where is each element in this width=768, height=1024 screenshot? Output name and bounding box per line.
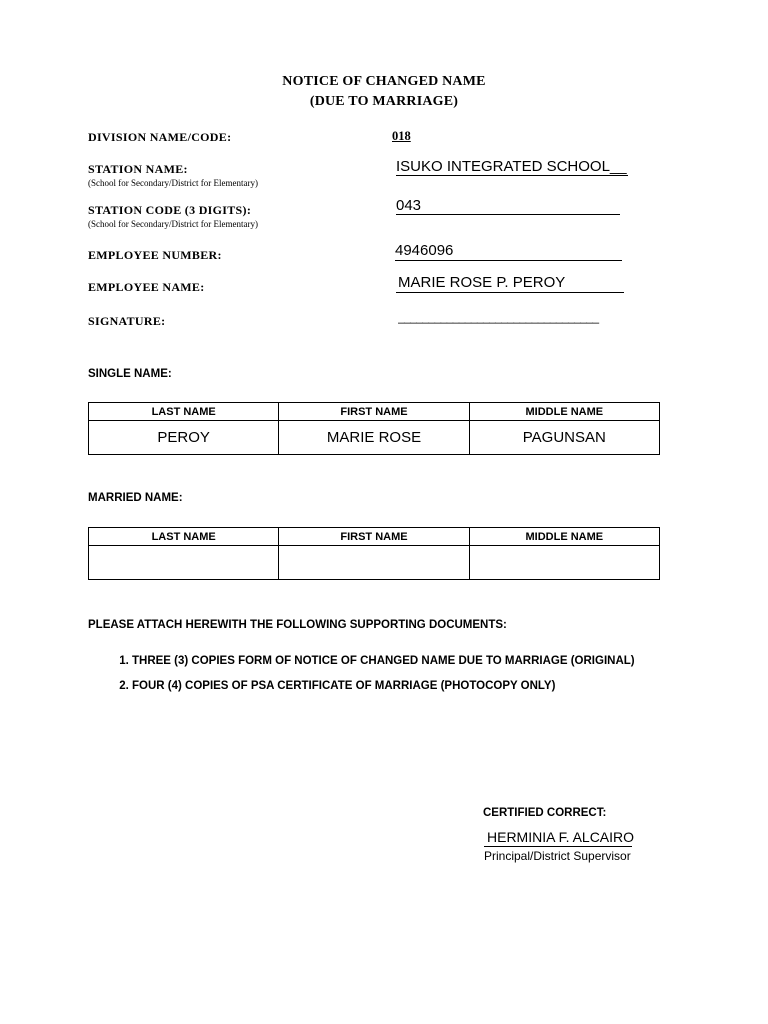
employee-number-label: EMPLOYEE NUMBER: <box>88 248 222 262</box>
employee-name-label: EMPLOYEE NAME: <box>88 280 205 294</box>
column-header-first-name: FIRST NAME <box>279 403 469 421</box>
certifier-position: Principal/District Supervisor <box>484 849 631 863</box>
married-name-table <box>88 527 660 580</box>
employee-number-underline <box>395 260 622 261</box>
column-header-middle-name: MIDDLE NAME <box>469 403 659 421</box>
column-header-last-name: LAST NAME <box>89 403 279 421</box>
single-name-table <box>88 402 660 455</box>
single-last-name-cell: PEROY <box>89 421 279 455</box>
form-subtitle: (DUE TO MARRIAGE) <box>309 94 459 109</box>
married-name-heading: MARRIED NAME: <box>88 492 183 504</box>
employee-name-underline <box>396 292 624 293</box>
station-name-label: STATION NAME: <box>88 162 188 176</box>
station-name-value: ISUKO INTEGRATED SCHOOL__ <box>396 158 627 175</box>
employee-number-value: 4946096 <box>395 242 454 259</box>
station-name-underline <box>396 175 628 176</box>
table-header-row <box>89 403 660 421</box>
station-code-value: 043 <box>396 197 422 214</box>
list-item: 2. FOUR (4) COPIES OF PSA CERTIFICATE OF MARRIAGE (PHOTOCOPY ONLY) <box>132 677 635 702</box>
documents-list <box>88 652 635 702</box>
form-title: NOTICE OF CHANGED NAME <box>282 74 486 89</box>
certifier-name: HERMINIA F. ALCAIRO <box>487 829 635 845</box>
station-code-label: STATION CODE (3 DIGITS): <box>88 203 252 217</box>
column-header-middle-name: MIDDLE NAME <box>469 528 659 546</box>
division-label: DIVISION NAME/CODE: <box>88 130 232 144</box>
column-header-last-name: LAST NAME <box>89 528 279 546</box>
station-code-underline <box>396 214 620 215</box>
station-code-note: (School for Secondary/District for Elementary) <box>88 219 258 229</box>
single-first-name-cell: MARIE ROSE <box>279 421 469 455</box>
certifier-underline <box>484 846 632 847</box>
documents-heading: PLEASE ATTACH HEREWITH THE FOLLOWING SUPPORTING DOCUMENTS: <box>88 619 507 631</box>
certified-correct-label: CERTIFIED CORRECT: <box>483 807 607 819</box>
married-middle-name-cell[interactable] <box>469 546 659 580</box>
column-header-first-name: FIRST NAME <box>279 528 469 546</box>
list-item: 1. THREE (3) COPIES FORM OF NOTICE OF CHANGED NAME DUE TO MARRIAGE (ORIGINAL) <box>132 652 635 677</box>
signature-line: _________________________________ <box>398 310 599 324</box>
table-row <box>89 421 660 455</box>
signature-label: SIGNATURE: <box>88 314 166 328</box>
married-last-name-cell[interactable] <box>89 546 279 580</box>
table-row <box>89 546 660 580</box>
station-name-note: (School for Secondary/District for Elementary) <box>88 178 258 188</box>
single-name-heading: SINGLE NAME: <box>88 368 172 380</box>
table-header-row <box>89 528 660 546</box>
married-first-name-cell[interactable] <box>279 546 469 580</box>
employee-name-value: MARIE ROSE P. PEROY <box>398 274 566 291</box>
division-value: 018 <box>392 129 411 143</box>
single-middle-name-cell: PAGUNSAN <box>469 421 659 455</box>
